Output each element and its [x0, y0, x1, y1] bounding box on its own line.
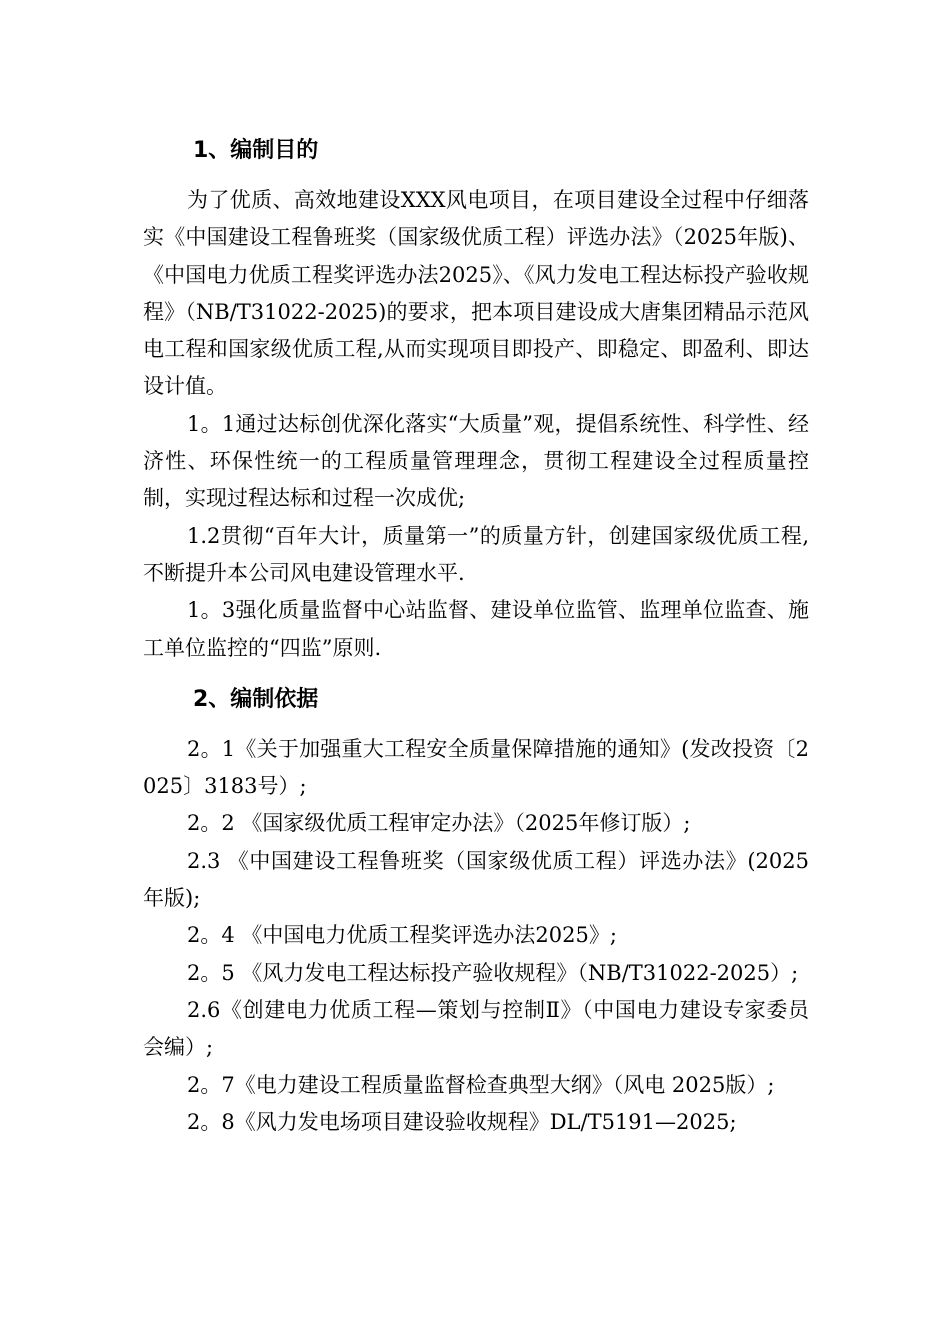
list-item: 2。5 《风力发电工程达标投产验收规程》（NB/T31022-2025）; [187, 960, 799, 985]
section-purpose-body [143, 182, 809, 667]
section-heading-basis: 2、编制依据 [193, 686, 319, 712]
paragraph: 1。3强化质量监督中心站监督、建设单位监管、监理单位监查、施工单位监控的“四监”原则. [143, 598, 809, 660]
paragraph: 为了优质、高效地建设XXX风电项目，在项目建设全过程中仔细落实《中国建设工程鲁班奖（国家级优质工程）评选办法》（2025年版)、《中国电力优质工程奖评选办法2025》、《风力发电工程达标投产验收规程》（NB/T31022-2025)的要求，把本项目建设成大唐集团精品示范风电工程和国家级优质工程,从而实现项目即投产、即稳定、即盈利、即达设计值。 [143, 188, 809, 399]
document-body [143, 128, 809, 1141]
section-basis-list [143, 731, 809, 1141]
list-item: 2。4 《中国电力优质工程奖评选办法2025》; [187, 923, 617, 948]
list-item: 2。1《关于加强重大工程安全质量保障措施的通知》(发改投资〔2025〕3183号）; [143, 736, 809, 799]
paragraph: 1.2贯彻“百年大计，质量第一”的质量方针，创建国家级优质工程,不断提升本公司风电建设管理水平. [143, 523, 809, 585]
list-item: 2。2 《国家级优质工程审定办法》（2025年修订版）; [187, 811, 691, 836]
list-item: 2。8《风力发电场项目建设验收规程》DL/T5191—2025; [187, 1109, 737, 1134]
list-item: 2。7《电力建设工程质量监督检查典型大纲》（风电 2025版）; [187, 1072, 775, 1097]
section-heading-purpose: 1、编制目的 [193, 138, 319, 163]
paragraph: 1。1通过达标创优深化落实“大质量”观，提倡系统性、科学性、经济性、环保性统一的工程质量管理理念，贯彻工程建设全过程质量控制，实现过程达标和过程一次成优; [143, 411, 809, 511]
list-item: 2.6《创建电力优质工程—策划与控制Ⅱ》（中国电力建设专家委员会编）; [143, 997, 809, 1060]
list-item: 2.3 《中国建设工程鲁班奖（国家级优质工程）评选办法》(2025年版); [143, 848, 809, 911]
